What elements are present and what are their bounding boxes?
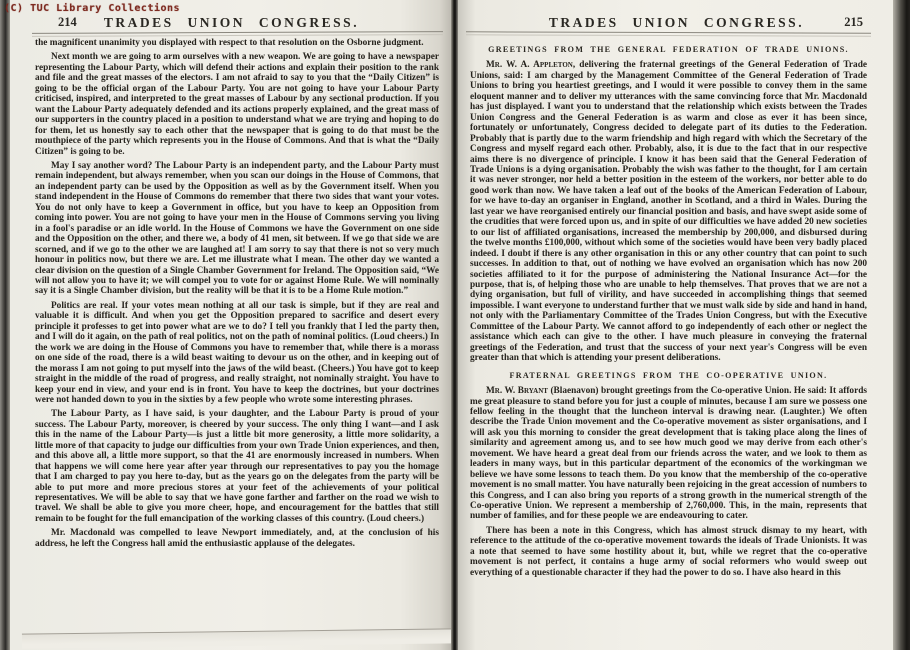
speech-text: (Blaenavon) brought greetings from the Co-operative Union. He said: It affords me great pleasure to stand before you for just a couple of minutes, because I am sure we possess one fellow feeling in the thought that the luncheon interval is drawing near. (Laughter.) We often describe the Trade Union movement and the Co-operative movement as sister organisations, and I will ask you this morning to consider the great development that is taking place along the lines of similarity and agreement among us, and to see how much good we may derive from each other's movement. We have heard a great deal from our friends across the water, and we look to them as leaders in many ways, but in this particular department of the economics of the workingman we believe we have some lessons to teach them. Do you know that the membership of the co-operative movement is no small matter. You have naturally been rejoicing in the great accession of numbers to this Congress, and I can also bring you reports of a strong growth in the numerical strength of the Co-operative Union. We represent a membership of 2,760,000. This, in the main, represents that number of families, and for these people we are endeavouring to cater. bbox=[470, 386, 867, 522]
paragraph bbox=[470, 386, 867, 522]
section-heading-gftu: GREETINGS FROM THE GENERAL FEDERATION OF TRADE UNIONS. bbox=[488, 45, 849, 54]
paragraph: Politics are real. If your votes mean nothing at all our task is simple, but if they are real and valuable it is difficult. And when you get the Opposition prepared to sacrifice and desert every principle it professes to get into power what are we to do? I tell you frankly that I led the party then, and I will do it again, on the path of real politics, not on the path of nominal politics. (Loud cheers.) In the work we are doing in the House of Commons you have to remember that, while there is a morass on one side of the road, there is a wild beast waiting to devour us on the other, and in keeping out of the morass I am not going to put myself into the jaws of the wild beast. (Cheers.) You have got to keep straight in the middle of the road of progress, and really straight, not nominally straight. You have to keep your end in view, and your end is in front. You have to keep the doctrines, but your doctrines were not handed down to you in the sixties by a few people who wrote some interesting phrases. bbox=[35, 300, 439, 405]
paragraph: The Labour Party, as I have said, is your daughter, and the Labour Party is proud of your success. The Labour Party, moreover, is cheered by your success. The only thing I want—and I ask this in the name of the Labour Party—is just a little bit more generosity, a little more solidarity, a little more of that capacity to judge our difficulties from your own Trade Union experiences, and then, and this above all, a little more support, so that the 41 are enormously increased in numbers. When that happens we will come here year after year through our representatives to pay you the homage that I am charged to pay you here to-day, but as the years go on the delegates from the party will be able to put more and more precious stores at your feet of the achievements of your political representatives. We will be able to say that we have gone farther and farther on the road we wish to travel. We shall be able to give you more cheer, hope, and encouragement for the battles that still remain to be fought for the full emancipation of the working classes of this country. (Loud cheers.) bbox=[35, 409, 439, 524]
paragraph bbox=[470, 60, 867, 363]
speaker-name: Mr. W. A. Appleton bbox=[486, 60, 573, 71]
paragraph: There has been a note in this Congress, which has almost struck dismay to my heart, with reference to the attitude of the co-operative movement towards the ideals of Trade Unionists. It was a note that seemed to have some hostility about it, but, while we regret that the co-operative movement is not perfect, it contains a huge army of social reformers who would sweep out everything of a questionable character if they had the power to do so. I have also heard in this bbox=[470, 525, 867, 578]
scan-edge-right bbox=[893, 0, 910, 650]
right-header-rule bbox=[466, 31, 871, 36]
paragraph: the magnificent unanimity you displayed with respect to that resolution on the Osborne judgment. bbox=[35, 38, 424, 48]
right-page-header: TRADES UNION CONGRESS. bbox=[548, 15, 805, 30]
binding-gutter bbox=[451, 0, 458, 650]
speaker-name: Mr. W. Bryant bbox=[486, 386, 548, 397]
paragraph: Mr. Macdonald was compelled to leave Newport immediately, and, at the conclusion of his address, he left the Congress hall amid the enthusiastic applause of the delegates. bbox=[35, 528, 439, 549]
right-page bbox=[458, 0, 895, 650]
library-watermark: (C) TUC Library Collections bbox=[4, 3, 181, 14]
left-page-text bbox=[35, 38, 439, 644]
paragraph: May I say another word? The Labour Party is an independent party, and the Labour Party must remain independent, but always remember, when you scan our doings in the House of Commons, that an independent party can be used by the Opposition as well as by the Government itself. When you stand independent in the House of Commons do remember that there two sides that want your votes. You do not only have to keep a Government in office, but you have to keep an Opposition from coming into power. You are not going to have your men in the House of Commons serving you living in a fool's paradise or an idle world. In the House of Commons we have the Government on one side and the Opposition on the other, and there we, a body of 41 men, sit between. If we go that side we are scorned, and if we go to the other we are laughed at! I am sorry to say that there is not so very much honour in politics now, but there we are. Let me illustrate what I mean. The other day we wanted a clear division on the question of a Single Chamber Government for Ireland. The Opposition said, “We will not allow you to have it; we will compel you to vote for or against Home Rule. We will nominally say it is a Single Chamber division, but the reality will be that it is to be a Home Rule motion.” bbox=[35, 160, 439, 297]
left-header-rule bbox=[32, 31, 443, 37]
section-heading-cooperative-union: FRATERNAL GREETINGS FROM THE CO-OPERATIVE UNION. bbox=[509, 370, 828, 380]
left-page-number: 214 bbox=[58, 15, 77, 29]
right-page-text bbox=[470, 38, 867, 644]
left-page-header: TRADES UNION CONGRESS. bbox=[103, 15, 360, 30]
scan-edge-left bbox=[0, 0, 10, 650]
left-page bbox=[10, 0, 453, 650]
speech-text: , delivering the fraternal greetings of the General Federation of Trade Unions, said: I am charged by the Management Committee of the General Federation of Trade Unions to bring you heartiest greetings, and I would it were possible to convey them in the same eloquent manner and to deliver my utterances with the same convincing force that Mr. Macdonald has just displayed. I want you to understand that the relationship which exists between the Trades Union Congress and the General Federation is as warm and close as ever it has been since, fortunately or unfortunately, Congress decided to delegate part of its duties to the Federation. Probably that is partly due to the warm friendship and high regard with which the Secretary of the Congress and myself regard each other. Probably, also, it is due to the fact that in our respective aims there is no divergence of principle. I know it has been said that the General Federation of Trade Unions is a dying organisation. Probably the wish was father to the thought, for I am certain it was never stronger, nor held a better position in the esteem of the workers, nor better able to do good work than now. We have taken a leaf out of the books of the American Federation of Labour, for we have to-day an organiser in England, another in Scotland, and a third in Wales. During the last year we have reorganised entirely our financial position and basis, and have swept aside some of the crudities that were forced upon us, and in spite of our difficulties we have added 20 new societies to our list of affiliated organisations, increased the membership by 200,000, and disbursed during the twelve months £100,000, without which some of the societies would have been very badly placed indeed. I doubt if there is any other organisation in this or any other country that can point to such successes. In addition to that, out of nothing we have evolved an organisation which has now 200 societies affiliated to it for the purpose of administering the National Insurance Act—for the purpose, that is, of helping those who are unable to help themselves. That proves that we are not a dying organisation, but full of virility, and have succeeded in accomplishing things that seemed impossible. I want everyone to understand further that we must walk side by side and hand in hand, not only with the Parliamentary Committee of the Trades Union Congress, but with the Executive Committee of the Labour Party. We cannot afford to go independently of each other or neglect the assistance which each can give to the other. I have much pleasure in conveying the fraternal greetings of the Federation, and trust that the success of your next year's Congress will be even greater than that which is attending your present deliberations. bbox=[470, 60, 867, 364]
right-page-number: 215 bbox=[844, 15, 863, 29]
paragraph: Next month we are going to arm ourselves with a new weapon. We are going to have a newspaper representing the Labour Party, which will defend their actions and explain their position to the rank and file and the great masses of the electors. I am not afraid to say to you that the “Daily Citizen” is going to be the official organ of the Labour Party. You are not going to have your Labour Party criticised, inspired, and interpreted to the great masses of Labour by any sectional production. If you want the Labour Party adequately defended and its actions properly explained, and the great mass of our supporters in the country placed in a position to understand what we are trying and hoping to do for them, let us honestly say to each other that the newspaper that is going to do that must be the mouthpiece of the party which represents you in the House of Commons. And that is what the “Daily Citizen” is going to be. bbox=[35, 52, 439, 157]
